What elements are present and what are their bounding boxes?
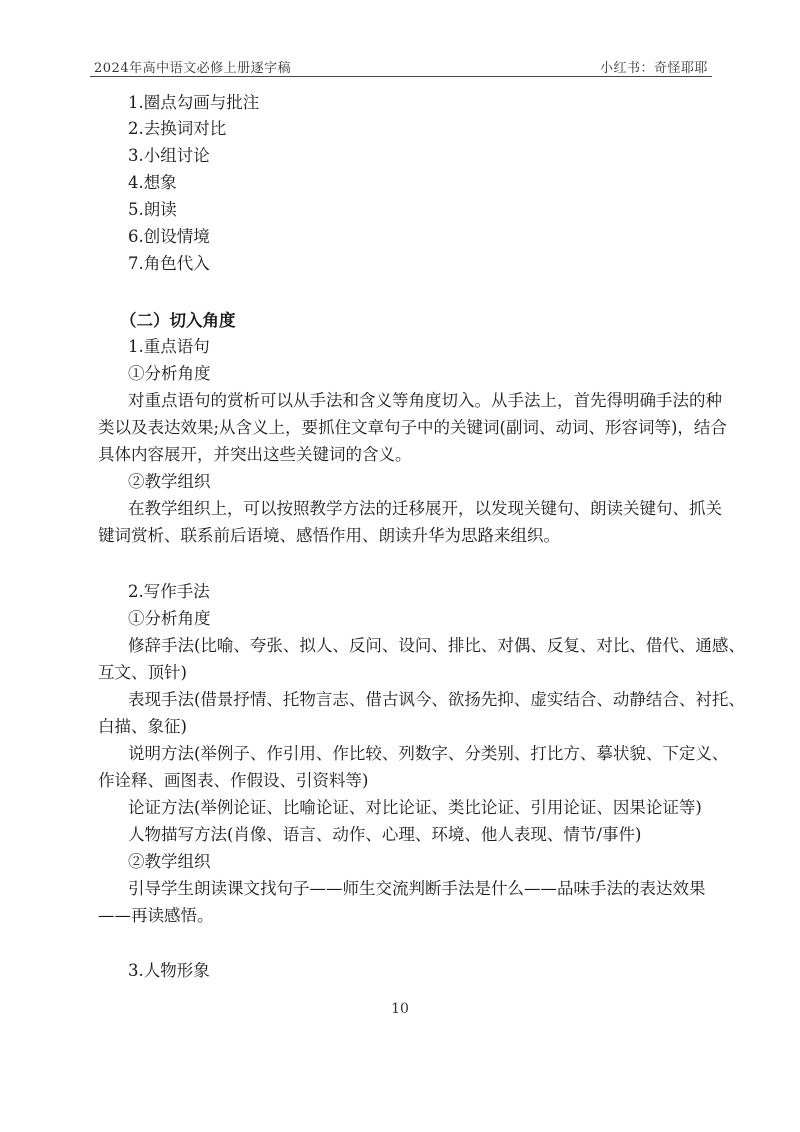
paragraph-line: 表现手法(借景抒情、托物言志、借古讽今、欲扬先抑、虚实结合、动静结合、衬托、 xyxy=(128,690,745,709)
paragraph-line: 互文、顶针) xyxy=(98,663,187,682)
paragraph-line: 论证方法(举例论证、比喻论证、对比论证、类比论证、引用论证、因果论证等) xyxy=(128,798,702,817)
analysis-heading: ①分析角度 xyxy=(128,609,211,628)
page-header xyxy=(90,54,712,77)
paragraph-line: 对重点语句的赏析可以从手法和含义等角度切入。从手法上，首先得明确手法的种 xyxy=(128,391,722,410)
page-number: 10 xyxy=(391,1001,409,1017)
analysis-heading: ①分析角度 xyxy=(128,364,211,383)
paragraph-line: 说明方法(举例子、作引用、作比较、列数字、分类别、打比方、摹状貌、下定义、 xyxy=(128,744,729,763)
paragraph-line: ——再读感悟。 xyxy=(98,906,214,925)
subsection-heading: 2.写作手法 xyxy=(128,582,210,601)
method-item: 7.角色代入 xyxy=(128,254,210,273)
paragraph-line: 具体内容展开，并突出这些关键词的含义。 xyxy=(98,445,412,464)
section-title: （二）切入角度 xyxy=(120,311,236,330)
method-item: 2.去换词对比 xyxy=(128,119,227,138)
method-item: 5.朗读 xyxy=(128,200,177,219)
organization-heading: ②教学组织 xyxy=(128,472,211,491)
method-item: 4.想象 xyxy=(128,173,177,192)
paragraph-line: 作诠释、画图表、作假设、引资料等) xyxy=(98,771,369,790)
paragraph-line: 修辞手法(比喻、夸张、拟人、反问、设问、排比、对偶、反复、对比、借代、通感、 xyxy=(128,636,745,655)
method-item: 6.创设情境 xyxy=(128,227,210,246)
organization-heading: ②教学组织 xyxy=(128,852,211,871)
paragraph-line: 引导学生朗读课文找句子——师生交流判断手法是什么——品味手法的表达效果 xyxy=(128,879,706,898)
method-item: 3.小组讨论 xyxy=(128,146,210,165)
paragraph-line: 人物描写方法(肖像、语言、动作、心理、环境、他人表现、情节/事件) xyxy=(128,825,642,844)
subsection-heading: 1.重点语句 xyxy=(128,337,210,356)
header-title: 2024年高中语文必修上册逐字稿 xyxy=(94,61,292,76)
paragraph-line: 在教学组织上，可以按照教学方法的迁移展开，以发现关键句、朗读关键句、抓关 xyxy=(128,499,722,518)
subsection-heading: 3.人物形象 xyxy=(128,961,210,980)
paragraph-line: 类以及表达效果;从含义上，要抓住文章句子中的关键词(副词、动词、形容词等)，结合 xyxy=(98,418,727,437)
method-item: 1.圈点勾画与批注 xyxy=(128,93,260,112)
paragraph-line: 键词赏析、联系前后语境、感悟作用、朗读升华为思路来组织。 xyxy=(98,526,560,545)
paragraph-line: 白描、象征) xyxy=(98,717,187,736)
header-author: 小红书：奇怪耶耶 xyxy=(599,61,708,76)
